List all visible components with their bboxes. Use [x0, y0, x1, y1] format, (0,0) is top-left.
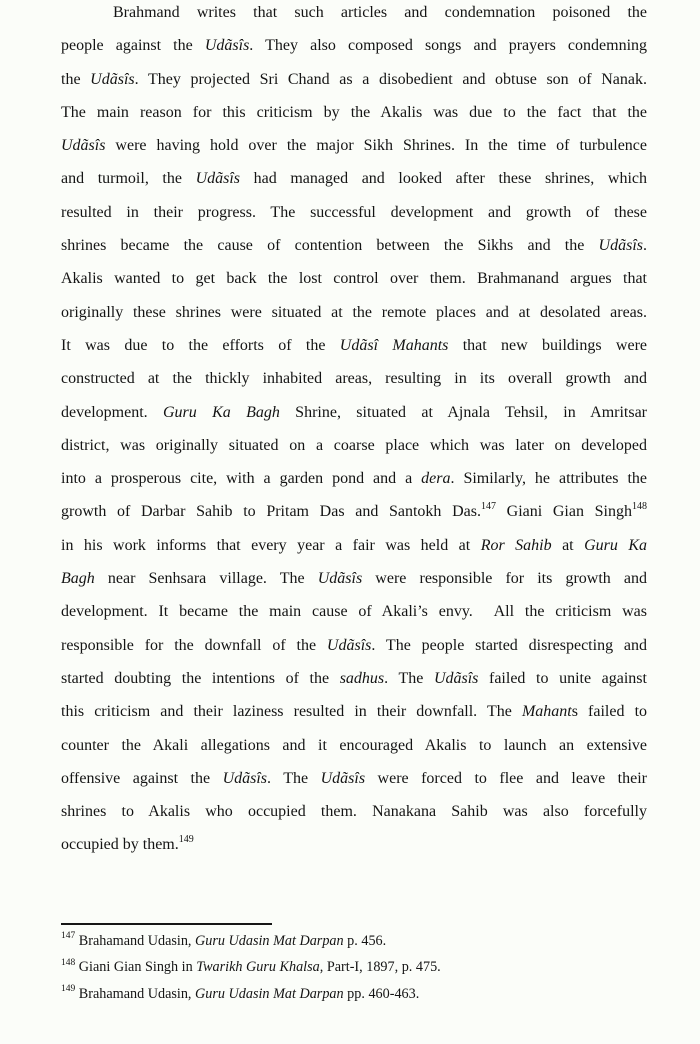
body-text: the — [61, 70, 91, 88]
text-line — [61, 762, 647, 795]
italic-text: Udãsîs — [90, 70, 135, 88]
body-text: development. — [61, 403, 163, 421]
text-line — [61, 0, 647, 29]
body-text: that new buildings were — [448, 336, 648, 354]
body-text: . The people started disrespecting and — [371, 636, 648, 654]
text-line — [61, 828, 647, 861]
footnote — [61, 981, 647, 1007]
footnote-number: 148 — [61, 957, 76, 968]
italic-text: Udãsîs — [61, 137, 106, 155]
body-text: Shrine, situated at Ajnala Tehsil, in Amritsar — [279, 403, 648, 421]
text-line — [61, 63, 647, 96]
italic-text: Udãsîs — [326, 636, 372, 654]
body-text: failed to unite against — [478, 669, 647, 687]
body-text: started doubting the intentions of the — [61, 669, 340, 687]
text-line — [61, 429, 647, 462]
text-line — [61, 662, 647, 695]
text-line — [61, 629, 647, 662]
body-text: this criticism and their laziness resulted in their downfall. The — [61, 703, 522, 721]
body-text: had managed and looked after these shrines, which — [240, 170, 647, 188]
footnote-reference: 149 — [178, 834, 194, 846]
body-text: . They projected Sri Chand as a disobedient and obtuse son of Nanak. — [134, 70, 648, 88]
body-text: Giani Gian Singh — [495, 503, 632, 521]
italic-text: Udãsîs — [433, 669, 479, 687]
body-text: occupied by them. — [61, 836, 179, 854]
body-text: counter the Akali allegations and it encouraged Akalis to launch an extensive — [61, 736, 647, 754]
body-text: in his work informs that every year a fair was held at — [61, 536, 481, 554]
italic-text: Guru Ka — [584, 536, 648, 554]
italic-text: Ror Sahib — [480, 536, 552, 554]
text-line — [61, 562, 647, 595]
italic-text: Udãsîs — [222, 769, 268, 787]
body-text: . Similarly, he attributes the — [450, 470, 648, 488]
text-line — [61, 729, 647, 762]
body-text: Giani Gian Singh in — [75, 959, 197, 976]
italic-text: Udãsîs — [598, 237, 643, 255]
footnote-reference: 147 — [480, 501, 496, 513]
body-text: , Part-I, 1897, p. 475. — [319, 959, 441, 976]
text-line — [61, 529, 647, 562]
body-text: at — [551, 536, 585, 554]
text-line — [61, 129, 647, 162]
footnote-number: 149 — [61, 983, 76, 994]
text-line — [61, 495, 647, 528]
body-text: shrines to Akalis who occupied them. Nanakana Sahib was also forcefully — [61, 803, 647, 821]
text-line — [61, 296, 647, 329]
body-text: The main reason for this criticism by the Akalis was due to the fact that the — [61, 103, 647, 121]
body-text: Brahamand Udasin, — [75, 933, 196, 949]
body-text: s failed to — [571, 703, 648, 721]
body-text: Brahamand Udasin, — [75, 985, 196, 1002]
body-text: . The — [384, 669, 434, 687]
footnote-reference: 148 — [632, 501, 647, 513]
italic-text: Udãsîs — [204, 37, 250, 55]
italic-text: Udãsîs — [317, 570, 363, 588]
italic-text: Bagh — [61, 570, 95, 588]
italic-text: Mahant — [521, 703, 572, 721]
italic-text: Guru Ka Bagh — [162, 403, 280, 421]
text-line — [61, 462, 647, 495]
body-text: into a prosperous cite, with a garden pond and a — [61, 470, 422, 488]
body-text: constructed at the thickly inhabited areas, resulting in its overall growth and — [61, 370, 647, 388]
text-line — [61, 262, 647, 295]
footnote — [61, 954, 647, 980]
body-text: pp. 460-463. — [343, 985, 420, 1002]
italic-text: Twarikh Guru Khalsa — [196, 959, 320, 976]
italic-text: Udãsîs — [320, 769, 366, 787]
text-line — [61, 29, 647, 62]
italic-text: Guru Udasin Mat Darpan — [195, 933, 344, 949]
body-text: . The — [267, 769, 321, 787]
text-line — [61, 695, 647, 728]
body-text: district, was originally situated on a coarse place which was later on developed — [61, 436, 647, 454]
body-text: were responsible for its growth and — [362, 570, 647, 588]
text-line — [61, 162, 647, 195]
italic-text: Guru Udasin Mat Darpan — [195, 985, 344, 1002]
text-line — [61, 229, 647, 262]
italic-text: dera — [421, 470, 451, 488]
body-text: offensive against the — [61, 769, 223, 787]
body-text: growth of Darbar Sahib to Pritam Das and Santokh Das. — [61, 503, 481, 521]
text-line — [61, 396, 647, 429]
body-text: shrines became the cause of contention between the Sikhs and the — [61, 237, 599, 255]
body-text: responsible for the downfall of the — [61, 636, 327, 654]
body-text: originally these shrines were situated at the remote places and at desolated areas. — [61, 303, 647, 321]
italic-text: Udãsî Mahants — [339, 336, 449, 354]
text-line — [61, 795, 647, 828]
body-text: . — [643, 237, 647, 255]
body-text: were having hold over the major Sikh Shrines. In the time of turbulence — [105, 137, 647, 155]
text-line — [61, 196, 647, 229]
text-line — [61, 595, 647, 628]
body-text: resulted in their progress. The successful development and growth of these — [61, 203, 647, 221]
text-line — [61, 329, 647, 362]
body-text: Akalis wanted to get back the lost control over them. Brahmanand argues that — [61, 270, 647, 288]
paragraph — [61, 0, 647, 862]
body-text: and turmoil, the — [61, 170, 196, 188]
italic-text: Udãsîs — [195, 170, 241, 188]
text-line — [61, 362, 647, 395]
footnote-separator — [61, 923, 272, 925]
body-text: It was due to the efforts of the — [61, 336, 340, 354]
body-text: Brahmand writes that such articles and condemnation poisoned the — [113, 4, 647, 21]
italic-text: sadhus — [339, 669, 385, 687]
body-text: were forced to flee and leave their — [365, 769, 647, 787]
body-text: near Senhsara village. The — [94, 570, 318, 588]
body-text: p. 456. — [343, 933, 387, 949]
footnotes — [61, 928, 647, 1007]
body-text: . They also composed songs and prayers condemning — [249, 37, 648, 55]
body-text: people against the — [61, 37, 205, 55]
footnote-number: 147 — [61, 931, 76, 942]
body-text: development. It became the main cause of Akali’s envy. All the criticism was — [61, 603, 647, 621]
footnote — [61, 928, 647, 954]
text-line — [61, 96, 647, 129]
